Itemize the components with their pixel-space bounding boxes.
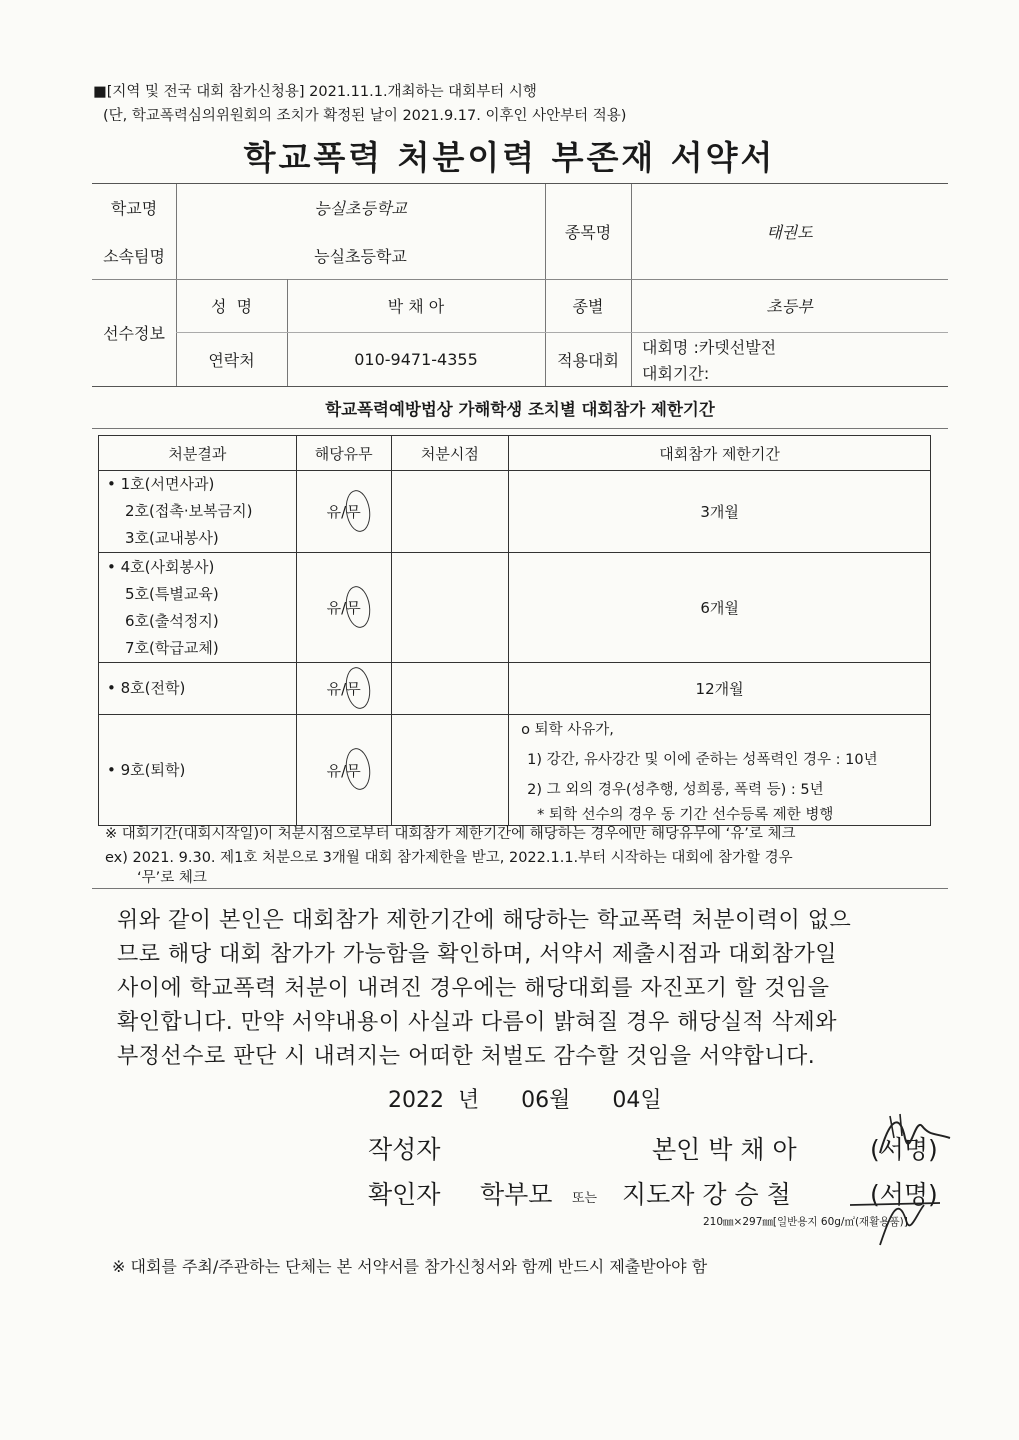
notice-line-1: ■[지역 및 전국 대회 참가신청용] 2021.11.1.개최하는 대회부터 시행 xyxy=(93,84,537,100)
restriction-table xyxy=(98,435,931,826)
applicable-cell[interactable] xyxy=(296,471,391,553)
table-row xyxy=(99,663,931,715)
limit-cell: 12개월 xyxy=(509,663,931,715)
pledge-text xyxy=(117,904,937,1074)
final-notice: ※ 대회를 주최/주관하는 단체는 본 서약서를 참가신청서와 함께 반드시 제출받아야 함 xyxy=(112,1257,708,1276)
table-header-row xyxy=(99,436,931,471)
writer-sign-mark: (서명) xyxy=(870,1135,938,1164)
applicable-text: 유/무 xyxy=(326,503,361,521)
pledge-line: 므로 해당 대회 참가가 가능함을 확인하며, 서약서 제출시점과 대회참가일 xyxy=(117,942,838,967)
writer-self: 본인 박 채 아 xyxy=(652,1135,797,1164)
coach-label: 지도자 강 승 철 xyxy=(622,1180,791,1209)
team-label: 소속팀명 xyxy=(103,247,165,266)
notice-line-2: (단, 학교폭력심의위원회의 조치가 확정된 날이 2021.9.17. 이후인 사안부터 적용) xyxy=(103,108,627,124)
paper-spec: 210㎜×297㎜[일반용지 60g/㎡(재활용품)] xyxy=(703,1216,908,1228)
date-cell[interactable] xyxy=(391,663,509,715)
result-item: • 9호(퇴학) xyxy=(107,760,186,779)
pledge-line: 사이에 학교폭력 처분이 내려진 경우에는 해당대회를 자진포기 할 것임을 xyxy=(117,976,830,1001)
limit-cell xyxy=(509,715,931,826)
result-item: 2호(접촉·보복금지) xyxy=(125,502,253,520)
or-label: 또는 xyxy=(572,1191,598,1206)
result-item: • 1호(서면사과) xyxy=(107,475,215,493)
footnote-2: ex) 2021. 9.30. 제1호 처분으로 3개월 대회 참가제한을 받고, 2022.1.1.부터 시작하는 대회에 참가할 경우 xyxy=(105,850,793,866)
result-items xyxy=(99,471,297,553)
team-value: 능실초등학교 xyxy=(314,247,407,266)
division-label: 종별 xyxy=(572,297,604,316)
result-item: • 4호(사회봉사) xyxy=(107,557,215,576)
date-cell[interactable] xyxy=(391,553,509,663)
writer-label: 작성자 xyxy=(368,1135,441,1164)
footnote-3: ‘무’로 체크 xyxy=(137,870,207,886)
division-value: 초등부 xyxy=(766,297,813,316)
applicable-text: 유/무 xyxy=(326,599,361,617)
table-row xyxy=(99,553,931,663)
result-item: 7호(학급교체) xyxy=(125,638,219,657)
expulsion-note-line: o 퇴학 사유가, xyxy=(521,722,614,738)
header-limit: 대회참가 제한기간 xyxy=(509,436,931,471)
athlete-info-label: 선수정보 xyxy=(103,324,165,343)
footnote-1: ※ 대회기간(대회시작일)이 처분시점으로부터 대회참가 제한기간에 해당하는 경우에만 해당유무에 ‘유’로 체크 xyxy=(105,826,796,842)
result-items xyxy=(99,663,297,715)
applicable-text: 유/무 xyxy=(326,761,361,780)
restriction-section-title: 학교폭력예방법상 가해학생 조치별 대회참가 제한기간 xyxy=(325,400,715,419)
expulsion-note-line: * 퇴학 선수의 경우 동 기간 선수등록 제한 병행 xyxy=(537,807,834,823)
school-label: 학교명 xyxy=(110,198,158,218)
pledge-line: 부정선수로 판단 시 내려지는 어떠한 처벌도 감수할 것임을 서약합니다. xyxy=(117,1044,816,1069)
document-title: 학교폭력 처분이력 부존재 서약서 xyxy=(243,138,776,177)
result-items xyxy=(99,553,297,663)
pledge-line: 확인합니다. 만약 서약내용이 사실과 다름이 밝혀질 경우 해당실적 삭제와 xyxy=(117,1010,838,1035)
header-date: 처분시점 xyxy=(391,436,509,471)
name-value: 박 채 아 xyxy=(387,297,445,316)
expulsion-note-line: 1) 강간, 유사강간 및 이에 준하는 성폭력인 경우 : 10년 xyxy=(527,752,878,768)
competition-name: 대회명 :카뎃선발전 xyxy=(642,338,777,357)
result-item: 5호(특별교육) xyxy=(125,584,219,603)
event-label: 종목명 xyxy=(564,223,612,242)
date-cell[interactable] xyxy=(391,715,509,826)
limit-cell: 6개월 xyxy=(509,553,931,663)
applicable-text: 유/무 xyxy=(326,680,361,698)
event-value: 태권도 xyxy=(766,223,813,242)
result-items xyxy=(99,715,297,826)
date-cell[interactable] xyxy=(391,471,509,553)
applicable-cell[interactable] xyxy=(296,663,391,715)
contact-value: 010-9471-4355 xyxy=(354,349,478,369)
competition-period: 대회기간: xyxy=(642,364,710,383)
result-item: 6호(출석정지) xyxy=(125,611,219,630)
applicable-cell[interactable] xyxy=(296,715,391,826)
confirmer-sign-mark: (서명) xyxy=(870,1180,938,1209)
confirmer-label: 확인자 xyxy=(368,1180,441,1209)
name-label: 성 명 xyxy=(210,297,253,316)
header-result: 처분결과 xyxy=(99,436,297,471)
limit-cell: 3개월 xyxy=(509,471,931,553)
athlete-info-table xyxy=(92,183,948,387)
parent-label: 학부모 xyxy=(480,1180,553,1209)
pledge-date: 2022 년 06월 04일 xyxy=(388,1088,662,1113)
school-value: 능실초등학교 xyxy=(314,198,407,218)
competition-label: 적용대회 xyxy=(557,350,619,370)
header-applicable: 해당유무 xyxy=(296,436,391,471)
contact-label: 연락처 xyxy=(208,350,255,370)
table-row xyxy=(99,471,931,553)
pledge-line: 위와 같이 본인은 대회참가 제한기간에 해당하는 학교폭력 처분이력이 없으 xyxy=(117,908,852,933)
applicable-cell[interactable] xyxy=(296,553,391,663)
table-row xyxy=(99,715,931,826)
handwritten-signature-icon xyxy=(860,1108,960,1168)
result-item: 3호(교내봉사) xyxy=(125,529,219,547)
result-item: • 8호(전학) xyxy=(107,679,186,697)
expulsion-note-line: 2) 그 외의 경우(성추행, 성희롱, 폭력 등) : 5년 xyxy=(527,782,824,798)
